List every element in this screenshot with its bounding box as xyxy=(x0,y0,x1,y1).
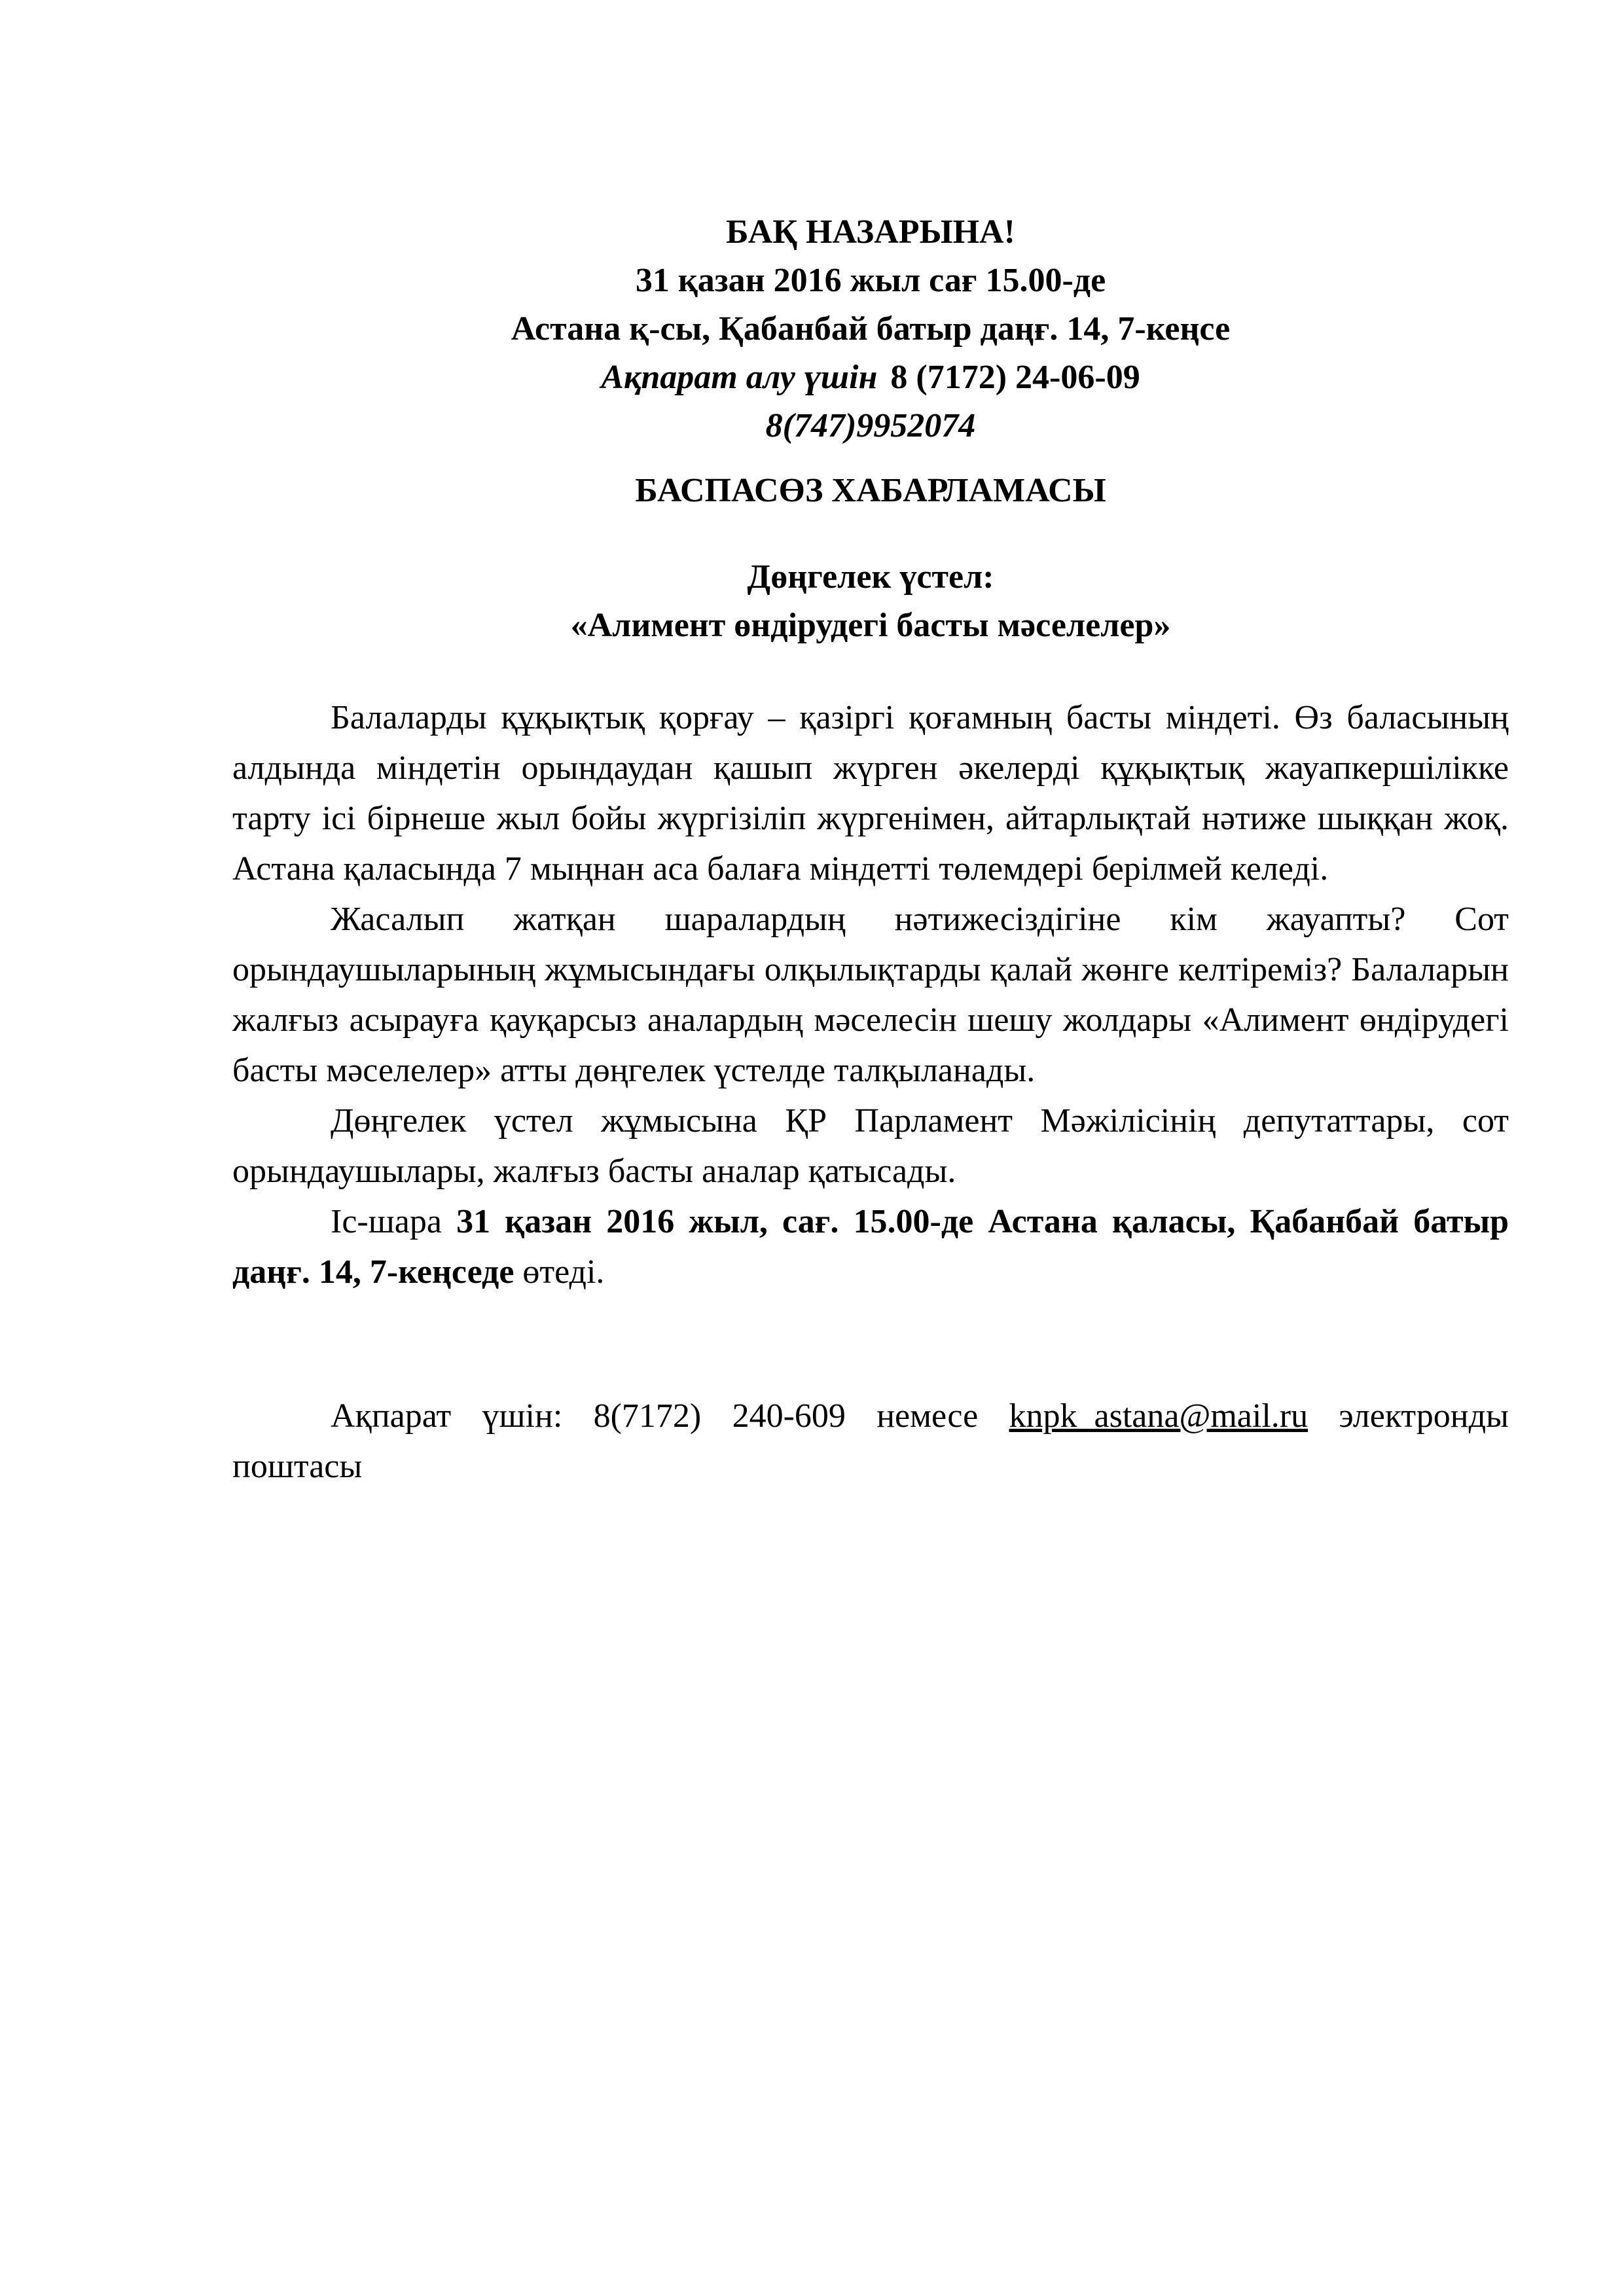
paragraph-3: Дөңгелек үстел жұмысына ҚР Парламент Мәжілісінің депутаттары, сот орындаушылары, жалғыз басты аналар қатысады. xyxy=(232,1102,1509,1190)
paragraph-4 xyxy=(232,1196,1509,1297)
paragraph-2: Жасалып жатқан шаралардың нәтижесіздігіне кім жауапты? Сот орындаушыларының жұмысындағы олқылықтарды қалай жөнге келтіреміз? Балаларын жалғыз асырауға қауқарсыз аналардың мәселесін шешу жолдары «Алимент өндірудегі басты мәселелер» атты дөңгелек үстелде талқыланады. xyxy=(232,901,1509,1089)
address-line: Астана қ-сы, Қабанбай батыр даңғ. 14, 7-кеңсе xyxy=(511,310,1231,348)
body-text xyxy=(232,692,1509,1297)
paragraph-4-end: өтеді. xyxy=(514,1253,605,1291)
phone-number-2: 8(747)9952074 xyxy=(765,407,976,444)
event-name: «Алимент өндірудегі басты мәселелер» xyxy=(570,607,1171,644)
phone-number-1: 8 (7172) 24-06-09 xyxy=(890,359,1140,396)
header-block xyxy=(232,208,1509,450)
event-block xyxy=(232,553,1509,650)
info-phone-line xyxy=(232,353,1509,402)
attention-line: БАҚ НАЗАРЫНА! xyxy=(726,213,1015,251)
paragraph-4-start: Іс-шара xyxy=(331,1203,457,1240)
event-type: Дөңгелек үстел: xyxy=(747,558,994,596)
contact-line xyxy=(232,1391,1509,1492)
date-time-line: 31 қазан 2016 жыл сағ 15.00-де xyxy=(635,262,1106,299)
email-link[interactable]: knpk_astana@mail.ru xyxy=(1009,1397,1308,1435)
info-label: Ақпарат алу үшін xyxy=(601,359,878,396)
release-title: БАСПАСӨЗ ХАБАРЛАМАСЫ xyxy=(635,472,1106,509)
event-details-bold: 31 қазан 2016 жыл, сағ. 15.00-де Астана қаласы, Қабанбай батыр даңғ. 14, 7-кеңседе xyxy=(232,1203,1509,1291)
contact-prefix: Ақпарат үшін: 8(7172) 240-609 немесе xyxy=(331,1397,1009,1435)
contact-suffix: электронды поштасы xyxy=(232,1397,1509,1485)
paragraph-1: Балаларды құқықтық қорғау – қазіргі қоғамның басты міндеті. Өз баласының алдында міндетін орындаудан қашып жүрген әкелерді құқықтық жауапкершілікке тарту ісі бірнеше жыл бойы жүргізіліп жүргенімен, айтарлықтай нәтиже шыққан жоқ. Астана қаласында 7 мыңнан аса балаға міндетті төлемдері берілмей келеді. xyxy=(232,699,1509,888)
